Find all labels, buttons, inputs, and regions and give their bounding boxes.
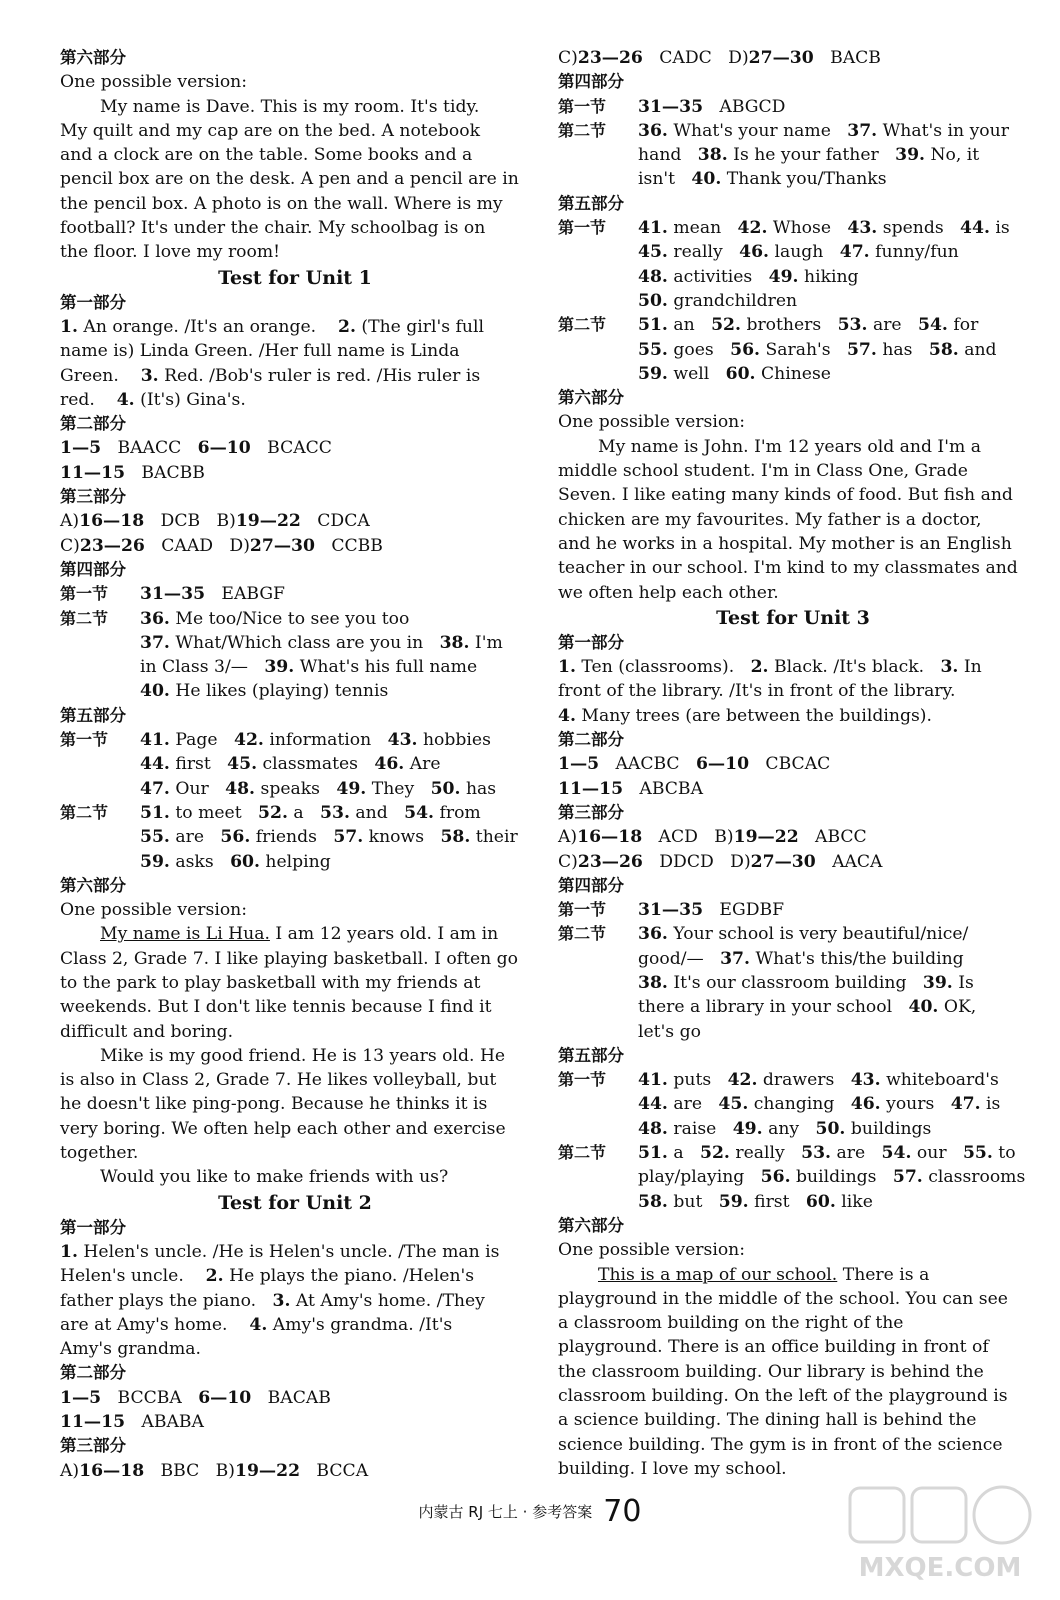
text-line [60, 801, 530, 825]
text-line [60, 461, 530, 485]
text-line [60, 509, 530, 533]
line-content: C)23—26 DDCD D)27—30 AACA [558, 851, 883, 872]
line-content: This is a map of our school. There is a [598, 1264, 930, 1285]
text-line [558, 95, 1028, 119]
answer-line [558, 167, 1028, 191]
text-line [558, 1238, 1028, 1262]
line-content: 1. An orange. /It's an orange. 2. (The girl's full [60, 316, 484, 337]
line-content: A)16—18 BBC B)19—22 BCCA [60, 1460, 369, 1481]
part-heading: 第二部分 [558, 730, 624, 750]
line-content: middle school student. I'm in Class One, Grade [558, 461, 968, 482]
text-line [60, 1313, 530, 1337]
line-content: play/playing 56. buildings 57. classrooms [638, 1167, 1026, 1188]
answer-line [558, 995, 1028, 1019]
line-content: 31—35 EGDBF [638, 900, 785, 921]
line-content: Helen's uncle. 2. He plays the piano. /Helen's [60, 1266, 475, 1287]
text-line [558, 46, 1028, 70]
line-content: My name is Li Hua. I am 12 years old. I am in [100, 924, 499, 945]
line-content: 59. asks 60. helping [140, 851, 331, 872]
text-line [60, 1165, 530, 1189]
text-line [60, 339, 530, 363]
line-content: 55. goes 56. Sarah's 57. has 58. and [638, 339, 997, 360]
line-content: weekends. But I don't like tennis because I find it [60, 997, 492, 1018]
text-line [558, 581, 1028, 605]
line-content: very boring. We often help each other and exercise [60, 1118, 506, 1139]
footer-label: 内蒙古 RJ 七上 · 参考答案 [418, 1503, 593, 1521]
text-line [60, 240, 530, 264]
text-line [558, 1311, 1028, 1335]
text-line [60, 1141, 530, 1165]
text-line [558, 1433, 1028, 1457]
part-heading: 第四部分 [558, 72, 624, 92]
text-line [558, 777, 1028, 801]
text-line [558, 508, 1028, 532]
section-label: 第一节 [558, 900, 607, 920]
text-line [558, 435, 1028, 459]
answer-line [60, 655, 530, 679]
line-content: 51. a 52. really 53. are 54. our 55. to [638, 1143, 1016, 1164]
answer-line [60, 777, 530, 801]
text-line [558, 410, 1028, 434]
part-heading: 第一部分 [60, 1217, 126, 1237]
answer-line [60, 825, 530, 849]
part-heading: 第三部分 [60, 1436, 126, 1456]
line-content: A)16—18 DCB B)19—22 CDCA [60, 511, 370, 532]
line-content: C)23—26 CAAD D)27—30 CCBB [60, 535, 383, 556]
line-content: chicken are my favourites. My father is a doctor, [558, 509, 982, 530]
line-content: 44. first 45. classmates 46. Are [140, 754, 441, 775]
line-content: Seven. I like eating many kinds of food. But fish and [558, 485, 1013, 506]
line-content: 4. Many trees (are between the buildings). [558, 705, 932, 726]
part-heading: 第二部分 [60, 1363, 126, 1383]
line-content: One possible version: [558, 1240, 746, 1261]
line-content: hand 38. Is he your father 39. No, it [638, 145, 980, 166]
line-content: pencil box are on the desk. A pen and a pencil are in [60, 169, 519, 190]
text-line [558, 483, 1028, 507]
section-label: 第一节 [60, 584, 109, 604]
line-content: 31—35 EABGF [140, 584, 285, 605]
line-content: 11—15 ABABA [60, 1412, 204, 1433]
answer-line [558, 1165, 1028, 1189]
line-content: building. I love my school. [558, 1458, 787, 1479]
text-line [60, 143, 530, 167]
text-line [558, 704, 1028, 728]
part-heading: 第一部分 [60, 292, 126, 312]
text-line [558, 1360, 1028, 1384]
text-line [60, 1289, 530, 1313]
text-line [60, 436, 530, 460]
section-label: 第一节 [558, 218, 607, 238]
text-line [60, 922, 530, 946]
part-heading: 第二部分 [60, 414, 126, 434]
line-content: 58. but 59. first 60. like [638, 1191, 873, 1212]
section-label: 第二节 [558, 924, 607, 944]
line-content: 1. Ten (classrooms). 2. Black. /It's black. 3. In [558, 657, 982, 678]
line-content: A)16—18 ACD B)19—22 ABCC [558, 827, 867, 848]
text-line [558, 532, 1028, 556]
line-content: to the park to play basketball with my friends at [60, 972, 481, 993]
text-line [60, 1386, 530, 1410]
line-content: teacher in our school. I'm kind to my classmates and [558, 558, 1018, 579]
text-line [60, 95, 530, 119]
line-content: 47. Our 48. speaks 49. They 50. has [140, 778, 497, 799]
text-line [558, 679, 1028, 703]
answer-line [558, 289, 1028, 313]
line-content: 1—5 BCCBA 6—10 BACAB [60, 1387, 331, 1408]
text-line [60, 898, 530, 922]
line-content: he doesn't like ping-pong. Because he thinks it is [60, 1094, 488, 1115]
text-line [60, 947, 530, 971]
text-line [60, 1020, 530, 1044]
section-label: 第二节 [558, 1143, 607, 1163]
line-content: 37. What/Which class are you in 38. I'm [140, 632, 503, 653]
line-content: and he works in a hospital. My mother is an English [558, 533, 1012, 554]
text-line [558, 216, 1028, 240]
text-line [558, 313, 1028, 337]
line-content: Mike is my good friend. He is 13 years old. He [100, 1045, 506, 1066]
line-content: the floor. I love my room! [60, 242, 281, 263]
page-number: 70 [603, 1494, 642, 1529]
part-heading: 第五部分 [558, 193, 624, 213]
line-content: One possible version: [60, 900, 248, 921]
part-heading: 第六部分 [558, 388, 624, 408]
line-content: 41. puts 42. drawers 43. whiteboard's [638, 1070, 999, 1091]
text-line [60, 70, 530, 94]
text-line [558, 825, 1028, 849]
line-content: 1. Helen's uncle. /He is Helen's uncle. /The man is [60, 1241, 500, 1262]
line-content: 1—5 BAACC 6—10 BCACC [60, 438, 332, 459]
part-heading: 第六部分 [60, 48, 126, 67]
text-line [558, 922, 1028, 946]
line-content: 41. mean 42. Whose 43. spends 44. is [638, 218, 1010, 239]
text-line [60, 728, 530, 752]
line-content: the classroom building. Our library is behind the [558, 1361, 984, 1382]
text-line [558, 556, 1028, 580]
line-content: 11—15 BACBB [60, 462, 205, 483]
line-content: Amy's grandma. [60, 1339, 201, 1360]
text-line [558, 898, 1028, 922]
text-line [558, 1141, 1028, 1165]
text-line [60, 1240, 530, 1264]
line-content: 48. raise 49. any 50. buildings [638, 1118, 932, 1139]
line-content: front of the library. /It's in front of the library. [558, 681, 956, 702]
line-content: 11—15 ABCBA [558, 778, 703, 799]
line-content: Green. 3. Red. /Bob's ruler is red. /His ruler is [60, 365, 481, 386]
line-content: Class 2, Grade 7. I like playing basketball. I often go [60, 948, 518, 969]
text-line [558, 850, 1028, 874]
text-line [60, 995, 530, 1019]
line-content: and a clock are on the table. Some books and a [60, 145, 473, 166]
line-content: name is) Linda Green. /Her full name is Linda [60, 341, 460, 362]
svg-text:MXQE.COM: MXQE.COM [858, 1553, 1022, 1583]
line-content: 45. really 46. laugh 47. funny/fun [638, 242, 959, 263]
line-content: we often help each other. [558, 582, 779, 603]
answer-line [558, 362, 1028, 386]
line-content: 31—35 ABGCD [638, 96, 786, 117]
answer-line [558, 1020, 1028, 1044]
line-content: good/— 37. What's this/the building [638, 948, 964, 969]
text-line [60, 1459, 530, 1483]
section-label: 第二节 [60, 608, 109, 628]
line-content: 59. well 60. Chinese [638, 363, 831, 384]
text-line [558, 1335, 1028, 1359]
line-content: 55. are 56. friends 57. knows 58. their [140, 827, 518, 848]
text-line [60, 534, 530, 558]
line-content: 36. Me too/Nice to see you too [140, 608, 410, 629]
line-content: One possible version: [60, 72, 248, 93]
text-line [60, 216, 530, 240]
text-line [60, 1092, 530, 1116]
text-line [558, 655, 1028, 679]
line-content: 36. Your school is very beautiful/nice/ [638, 924, 969, 945]
part-heading: 第一部分 [558, 632, 624, 652]
line-content: My name is Dave. This is my room. It's tidy. [100, 96, 480, 117]
line-content: a science building. The dining hall is behind the [558, 1410, 977, 1431]
text-line [60, 315, 530, 339]
text-line [60, 119, 530, 143]
answer-line [60, 752, 530, 776]
part-heading: 第五部分 [558, 1045, 624, 1065]
text-line [558, 119, 1028, 143]
text-line [558, 1263, 1028, 1287]
line-content: 48. activities 49. hiking [638, 266, 859, 287]
text-line [558, 1287, 1028, 1311]
line-content: 41. Page 42. information 43. hobbies [140, 730, 491, 751]
line-content: C)23—26 CADC D)27—30 BACB [558, 48, 881, 68]
part-heading: 第三部分 [60, 487, 126, 507]
line-content: father plays the piano. 3. At Amy's home. /They [60, 1290, 485, 1311]
text-line [60, 1337, 530, 1361]
line-content: One possible version: [558, 412, 746, 433]
answer-line [60, 631, 530, 655]
answer-line [558, 971, 1028, 995]
line-content: playground in the middle of the school. You can see [558, 1288, 1008, 1309]
line-content: in Class 3/— 39. What's his full name [140, 657, 478, 678]
line-content: 51. an 52. brothers 53. are 54. for [638, 315, 979, 336]
answer-line [558, 338, 1028, 362]
line-content: My quilt and my cap are on the bed. A notebook [60, 120, 480, 141]
answer-line [558, 240, 1028, 264]
part-heading: 第四部分 [558, 875, 624, 895]
test-title: Test for Unit 1 [218, 266, 372, 289]
text-line [60, 364, 530, 388]
answer-line [60, 679, 530, 703]
line-content: together. [60, 1143, 139, 1164]
section-label: 第一节 [558, 1070, 607, 1090]
text-line [60, 582, 530, 606]
section-label: 第二节 [558, 120, 607, 140]
text-line [60, 1410, 530, 1434]
line-content: 36. What's your name 37. What's in your [638, 120, 1009, 141]
text-line [558, 1068, 1028, 1092]
line-content: let's go [638, 1021, 701, 1042]
text-line [60, 192, 530, 216]
section-label: 第二节 [60, 802, 109, 822]
line-content: 38. It's our classroom building 39. Is [638, 972, 974, 993]
answer-line [558, 1092, 1028, 1116]
answer-line [558, 1117, 1028, 1141]
answer-line [60, 850, 530, 874]
line-content: isn't 40. Thank you/Thanks [638, 169, 887, 190]
line-content: is also in Class 2, Grade 7. He likes volleyball, but [60, 1070, 497, 1091]
line-content: 40. He likes (playing) tennis [140, 681, 389, 702]
part-heading: 第六部分 [558, 1215, 624, 1235]
text-line [60, 388, 530, 412]
line-content: 50. grandchildren [638, 290, 798, 311]
section-label: 第二节 [558, 315, 607, 335]
right-column [558, 46, 1028, 1481]
test-title: Test for Unit 2 [218, 1191, 372, 1214]
text-line [60, 1044, 530, 1068]
text-line [60, 167, 530, 191]
section-label: 第一节 [60, 730, 109, 750]
line-content: Would you like to make friends with us? [100, 1167, 449, 1188]
line-content: the pencil box. A photo is on the wall. Where is my [60, 193, 503, 214]
text-line [60, 1264, 530, 1288]
line-content: My name is John. I'm 12 years old and I'm a [598, 436, 981, 457]
line-content: are at Amy's home. 4. Amy's grandma. /It's [60, 1314, 453, 1335]
text-line [558, 752, 1028, 776]
line-content: 1—5 AACBC 6—10 CBCAC [558, 754, 831, 775]
answer-line [558, 143, 1028, 167]
text-line [60, 1117, 530, 1141]
test-title: Test for Unit 3 [716, 606, 870, 629]
answer-line [558, 1190, 1028, 1214]
watermark-logo [840, 1480, 1040, 1590]
text-line [60, 971, 530, 995]
part-heading: 第六部分 [60, 875, 126, 895]
answer-line [558, 947, 1028, 971]
section-label: 第一节 [558, 96, 607, 116]
text-line [60, 1068, 530, 1092]
left-column [60, 46, 530, 1483]
line-content: difficult and boring. [60, 1021, 234, 1042]
text-line [558, 1457, 1028, 1481]
part-heading: 第三部分 [558, 802, 624, 822]
part-heading: 第四部分 [60, 559, 126, 579]
text-line [558, 1384, 1028, 1408]
text-line [558, 459, 1028, 483]
line-content: there a library in your school 40. OK, [638, 997, 977, 1018]
answer-line [558, 265, 1028, 289]
line-content: science building. The gym is in front of the science [558, 1434, 1003, 1455]
line-content: football? It's under the chair. My schoolbag is on [60, 218, 486, 239]
line-content: classroom building. On the left of the playground is [558, 1386, 1008, 1407]
part-heading: 第五部分 [60, 705, 126, 725]
text-line [558, 1408, 1028, 1432]
line-content: a classroom building on the right of the [558, 1313, 904, 1334]
line-content: red. 4. (It's) Gina's. [60, 389, 246, 410]
line-content: 44. are 45. changing 46. yours 47. is [638, 1094, 1001, 1115]
line-content: playground. There is an office building in front of [558, 1337, 989, 1358]
text-line [60, 607, 530, 631]
line-content: 51. to meet 52. a 53. and 54. from [140, 802, 481, 823]
